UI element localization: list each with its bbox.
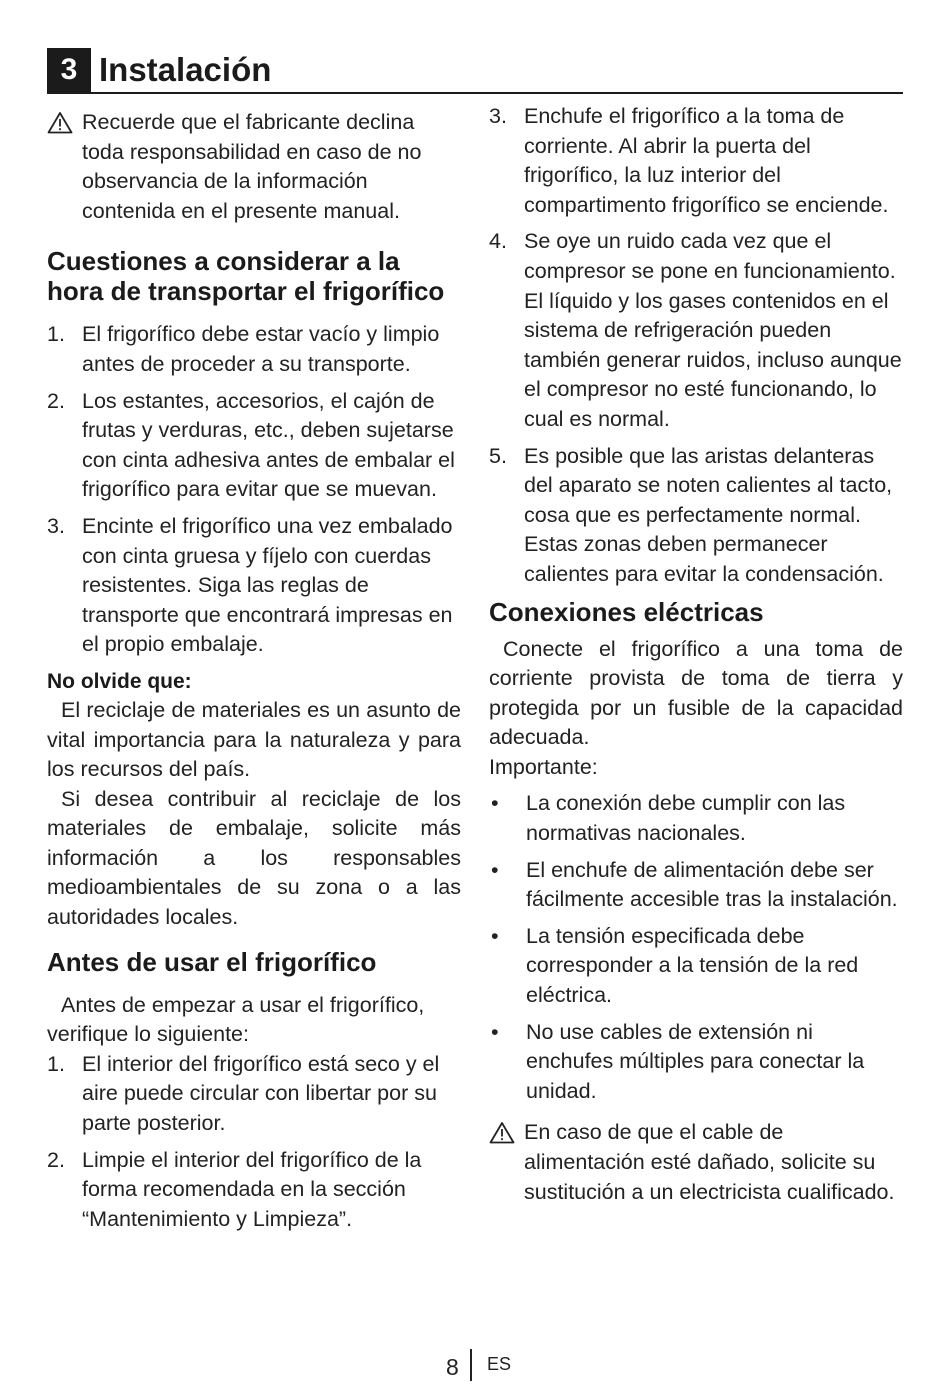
item-number: 5. <box>489 443 507 468</box>
list-item <box>489 856 903 915</box>
item-text: La tensión especificada debe corresponder a la tensión de la red eléctrica. <box>526 923 859 1008</box>
left-column <box>47 100 461 1241</box>
list-item <box>489 102 903 220</box>
list-item <box>489 227 903 434</box>
before-use-heading: Antes de usar el frigorífico <box>47 946 377 977</box>
bullet-mark: • <box>491 923 499 948</box>
warning-triangle-icon <box>489 1118 524 1207</box>
page-footer <box>0 1346 950 1382</box>
item-number: 3. <box>489 104 507 128</box>
bullet-mark: • <box>491 791 499 816</box>
item-text: El enchufe de alimentación debe ser fácilmente accesible tras la instalación. <box>526 857 898 912</box>
item-text: El interior del frigorífico está seco y el aire puede circular con libertar por su parte posterior. <box>82 1051 440 1136</box>
list-item <box>489 922 903 1011</box>
list-item <box>489 1018 903 1107</box>
remember-paragraph: El reciclaje de materiales es un asunto de vital importancia para la naturaleza y para los recursos del país. <box>47 697 461 782</box>
item-text: Limpie el interior del frigorífico de la forma recomendada en la sección “Mantenimiento y Limpieza”. <box>82 1147 422 1231</box>
item-text: La conexión debe cumplir con las normativas nacionales. <box>526 791 846 846</box>
bullet-mark: • <box>491 1019 499 1044</box>
item-number: 2. <box>47 388 65 413</box>
item-text: El frigorífico debe estar vacío y limpio antes de proceder a su transporte. <box>82 322 440 376</box>
footer-divider <box>470 1349 472 1381</box>
item-text: Se oye un ruido cada vez que el compresor se pone en funcionamiento. El líquido y los gases contenidos en el sistema de refrigeración pueden también generar ruidos, incluso aunque el compresor no esté funcionando, lo cual es normal. <box>524 229 902 431</box>
item-text: No use cables de extensión ni enchufes múltiples para conectar la unidad. <box>526 1019 865 1103</box>
warning-text: En caso de que el cable de alimentación esté dañado, solicite su sustitución a un electricista cualificado. <box>524 1120 895 1204</box>
list-item <box>47 1050 461 1139</box>
list-item <box>47 512 461 660</box>
warning-note <box>47 108 461 226</box>
bullet-mark: • <box>491 857 499 882</box>
chapter-title: Instalación <box>99 51 272 88</box>
chapter-number: 3 <box>47 48 91 92</box>
item-number: 4. <box>489 229 507 254</box>
item-number: 2. <box>47 1147 65 1172</box>
item-number: 1. <box>47 1051 65 1076</box>
item-number: 3. <box>47 513 65 538</box>
electrical-heading: Conexiones eléctricas <box>489 596 764 627</box>
remember-heading: No olvide que: <box>47 669 192 693</box>
list-item <box>47 1146 461 1235</box>
chapter-header <box>47 48 903 94</box>
transport-heading: Cuestiones a considerar a la hora de transportar el frigorífico <box>47 246 445 307</box>
item-text: Es posible que las aristas delanteras del aparato se noten calientes al tacto, cosa que es perfectamente normal. Estas zonas deben permanecer calientes para evitar la condensación. <box>524 443 893 586</box>
header-rule <box>47 92 903 94</box>
electrical-paragraph: Conecte el frigorífico a una toma de corriente provista de toma de tierra y protegida por un fusible de la capacidad adecuada. <box>489 636 903 750</box>
item-text: Enchufe el frigorífico a la toma de corriente. Al abrir la puerta del frigorífico, la luz interior del compartimento frigorífico se enciende. <box>524 104 889 217</box>
item-number: 1. <box>47 322 65 347</box>
list-item <box>489 442 903 590</box>
item-text: Encinte el frigorífico una vez embalado con cinta gruesa y fíjelo con cuerdas resistentes. Siga las reglas de transporte que encontrará impresas en el propio embalaje. <box>82 513 453 657</box>
page-number: 8 <box>446 1354 459 1380</box>
item-text: Los estantes, accesorios, el cajón de frutas y verduras, etc., deben sujetarse con cinta adhesiva antes de embalar el frigorífico para evitar que se muevan. <box>82 388 455 502</box>
transport-list <box>47 320 461 660</box>
right-column <box>489 102 903 1207</box>
warning-note <box>489 1118 903 1207</box>
important-label: Importante: <box>489 754 598 779</box>
before-use-list-continued <box>489 102 903 590</box>
warning-triangle-icon <box>47 108 82 226</box>
before-use-intro: Antes de empezar a usar el frigorífico, verifique lo siguiente: <box>47 992 425 1047</box>
recycling-paragraph: Si desea contribuir al reciclaje de los materiales de embalaje, solicite más información a los responsables medioambientales de su zona o a las autoridades locales. <box>47 786 461 930</box>
warning-text: Recuerde que el fabricante declina toda responsabilidad en caso de no observancia de la información contenida en el presente manual. <box>82 110 422 223</box>
before-use-list <box>47 1050 461 1235</box>
list-item <box>47 320 461 379</box>
list-item <box>47 387 461 505</box>
electrical-bullets <box>489 789 903 1106</box>
language-code: ES <box>487 1354 512 1374</box>
list-item <box>489 789 903 848</box>
